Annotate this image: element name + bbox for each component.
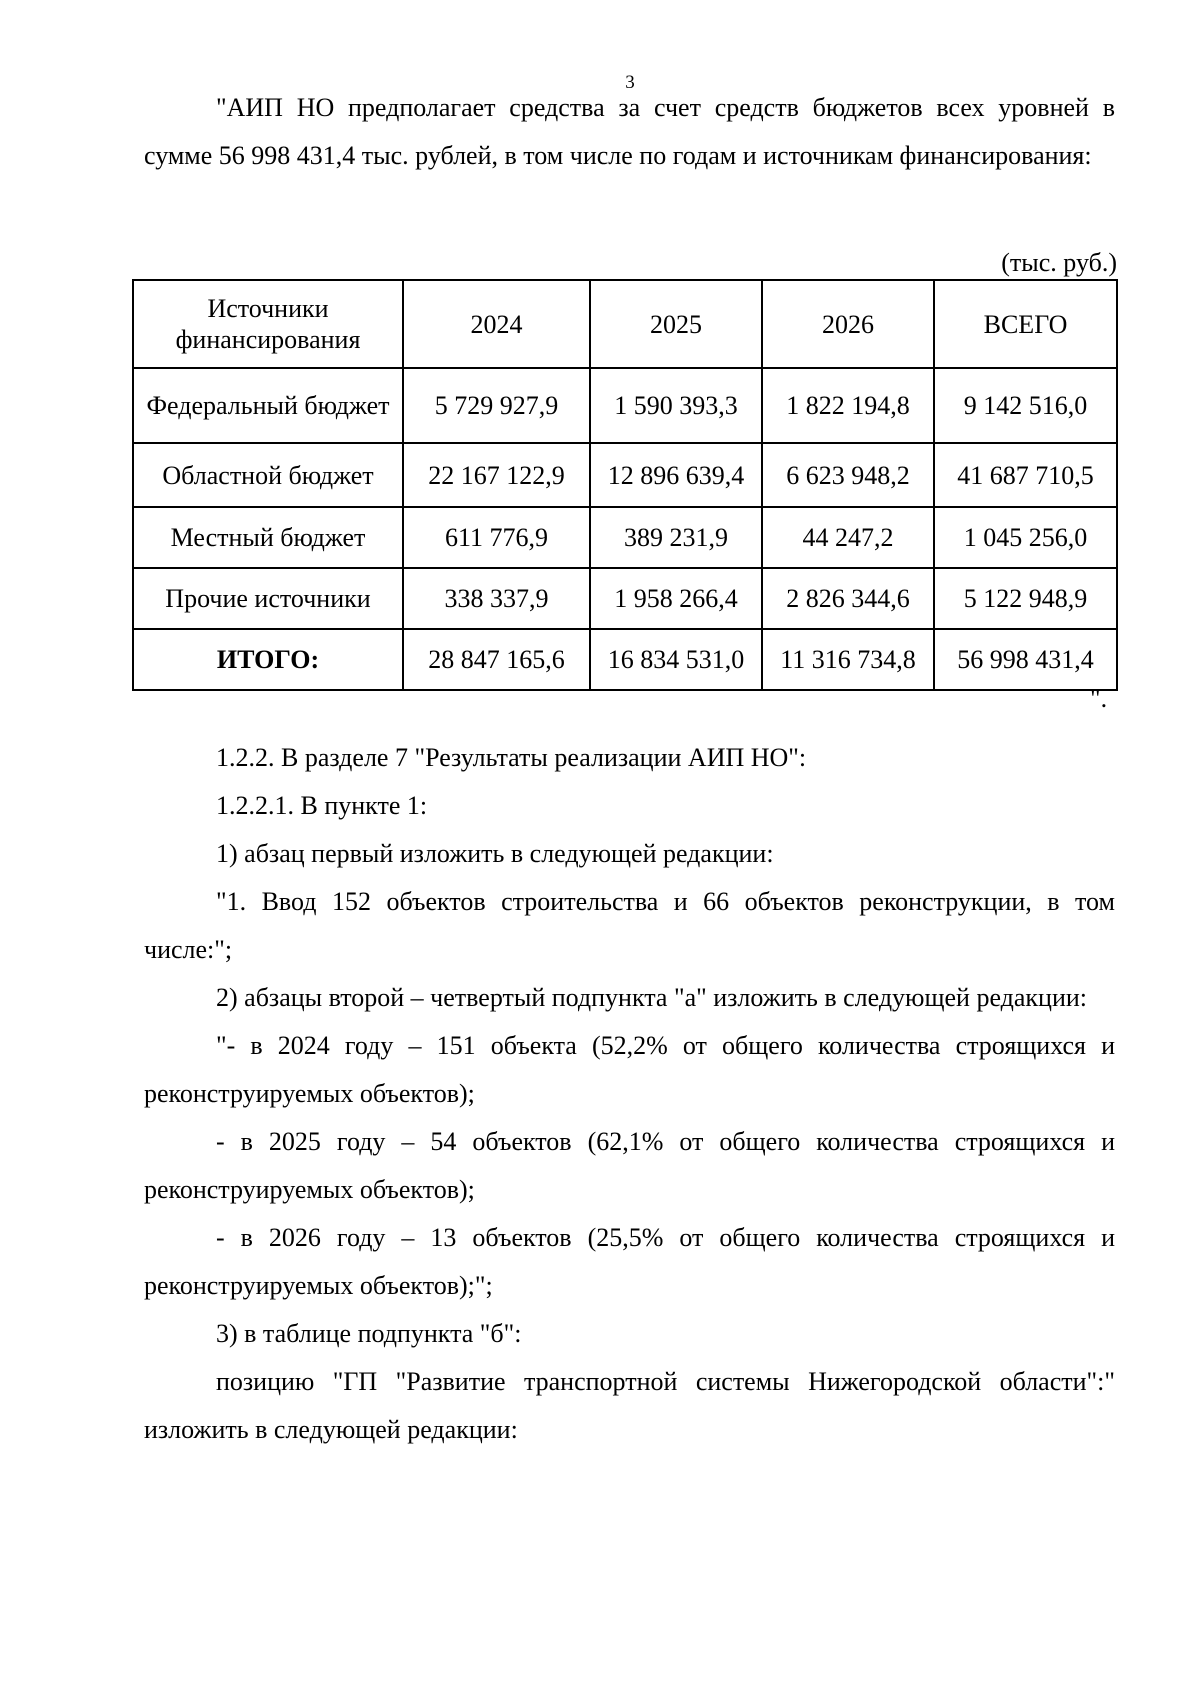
table-cell: 338 337,9 [403,568,590,629]
body-paragraph: позицию "ГП "Развитие транспортной системы Нижегородской области":" изложить в следующей редакции: [144,1367,1115,1444]
table-cell: 44 247,2 [762,507,934,568]
table-row [133,568,1117,629]
table-row [133,368,1117,443]
table-cell: 1 590 393,3 [590,368,762,443]
table-cell-total-label: ИТОГО: [133,629,403,690]
table-cell: 22 167 122,9 [403,443,590,507]
body-paragraph: "- в 2024 году – 151 объекта (52,2% от общего количества строящихся и реконструируемых объектов); [144,1031,1115,1108]
table-cell: 1 958 266,4 [590,568,762,629]
body-paragraph: "1. Ввод 152 объектов строительства и 66 объектов реконструкции, в том числе:"; [144,887,1115,964]
body-section [144,734,1115,1454]
header-year-2026: 2026 [762,280,934,368]
table-total-row [133,629,1117,690]
table-cell: 6 623 948,2 [762,443,934,507]
body-paragraph: - в 2026 году – 13 объектов (25,5% от общего количества строящихся и реконструируемых объектов);"; [144,1223,1115,1300]
table-cell: 1 822 194,8 [762,368,934,443]
table-cell: 5 122 948,9 [934,568,1117,629]
table-cell-source: Местный бюджет [133,507,403,568]
financing-table [132,279,1118,691]
header-year-2025: 2025 [590,280,762,368]
table-cell: 389 231,9 [590,507,762,568]
table-row [133,507,1117,568]
table-cell: 9 142 516,0 [934,368,1117,443]
body-paragraph: 1.2.2.1. В пункте 1: [216,791,428,820]
header-year-2024: 2024 [403,280,590,368]
body-paragraph: 3) в таблице подпункта "б": [216,1319,522,1348]
table-cell: 611 776,9 [403,507,590,568]
table-cell: 12 896 639,4 [590,443,762,507]
body-paragraph: 1.2.2. В разделе 7 "Результаты реализации АИП НО": [216,743,807,772]
table-cell-source: Федеральный бюджет [133,368,403,443]
table-cell-source: Прочие источники [133,568,403,629]
body-paragraph: - в 2025 году – 54 объектов (62,1% от общего количества строящихся и реконструируемых объектов); [144,1127,1115,1204]
table-closing-quote: ". [1090,684,1108,713]
table-cell: 16 834 531,0 [590,629,762,690]
header-total: ВСЕГО [934,280,1117,368]
page-number: 3 [625,72,635,93]
table-cell: 11 316 734,8 [762,629,934,690]
header-sources: Источники финансирования [133,280,403,368]
table-cell: 28 847 165,6 [403,629,590,690]
table-cell: 56 998 431,4 [934,629,1117,690]
intro-section [144,84,1115,180]
table-cell: 41 687 710,5 [934,443,1117,507]
body-paragraph: 2) абзацы второй – четвертый подпункта "а" изложить в следующей редакции: [216,983,1088,1012]
unit-note: (тыс. руб.) [1001,248,1117,277]
table-header-row [133,280,1117,368]
table-cell: 2 826 344,6 [762,568,934,629]
body-paragraph: 1) абзац первый изложить в следующей редакции: [216,839,774,868]
table-cell: 1 045 256,0 [934,507,1117,568]
table-row [133,443,1117,507]
intro-paragraph: "АИП НО предполагает средства за счет средств бюджетов всех уровней в сумме 56 998 431,4 тыс. рублей, в том числе по годам и источникам финансирования: [144,93,1115,170]
table-cell: 5 729 927,9 [403,368,590,443]
table-cell-source: Областной бюджет [133,443,403,507]
